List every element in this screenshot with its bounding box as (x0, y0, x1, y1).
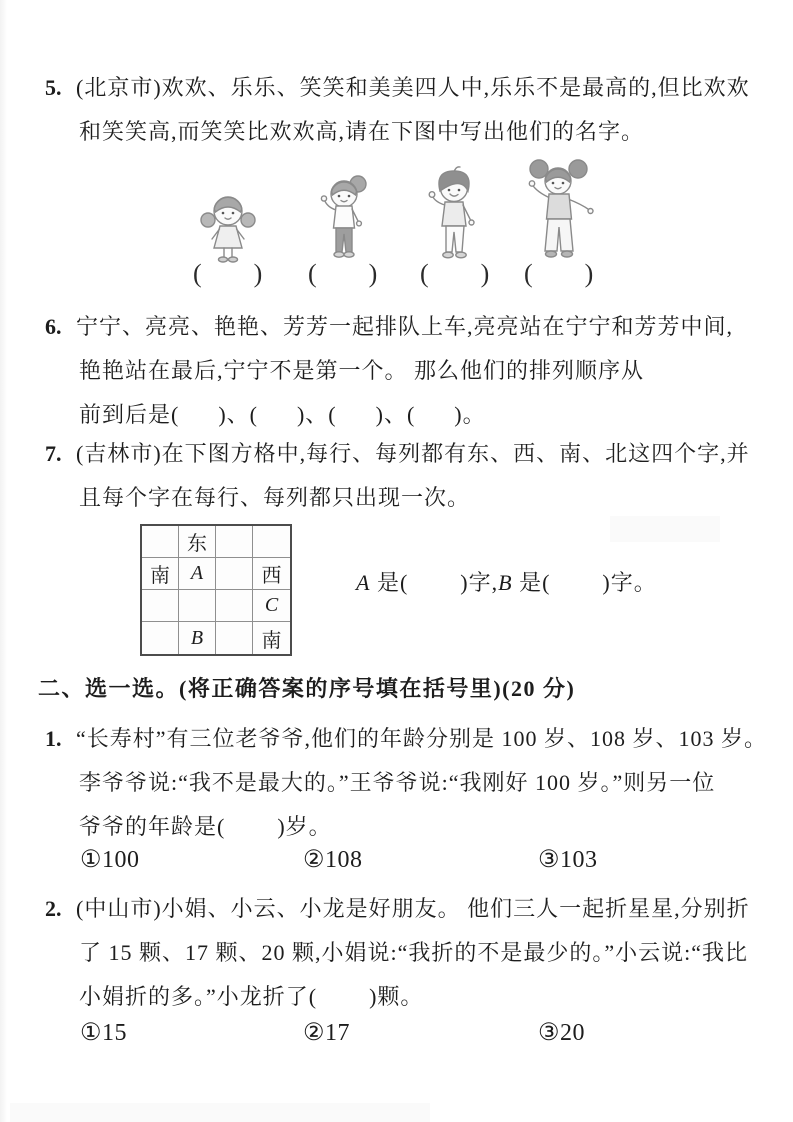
question-7-line-1 (45, 432, 771, 476)
q7-b-blank: 是( )字。 (512, 570, 657, 595)
s2q1-number: 1. (45, 726, 62, 751)
question-5-number: 5. (45, 75, 62, 100)
q7-answer-line (356, 566, 657, 600)
grid-cell: 南 (142, 558, 179, 590)
child-figure-1-shortest-girl (197, 184, 259, 266)
s2q1-line-1 (45, 717, 771, 761)
grid-cell-C: C (253, 590, 290, 622)
q5-answer-blank-2: ( ) (308, 259, 378, 288)
child-figure-2-girl (312, 171, 376, 266)
q7-b-label: B (498, 570, 513, 595)
question-7-text: (吉林市)在下图方格中,每行、每列都有东、西、南、北这四个字,并 (76, 441, 750, 466)
question-6-line-2: 艳艳站在最后,宁宁不是第一个。 那么他们的排列顺序从 (79, 358, 645, 383)
scan-artifact-bottom (10, 1103, 430, 1122)
question-7-number: 7. (45, 441, 62, 466)
question-6-number: 6. (45, 314, 62, 339)
section2-question-2 (45, 887, 771, 1019)
s2q2-number: 2. (45, 896, 62, 921)
s2q1-text: “长寿村”有三位老爷爷,他们的年龄分别是 100 岁、108 岁、103 岁。 (76, 726, 768, 751)
s2q2-option-2: ②17 (303, 1020, 351, 1046)
s2q2-option-1: ①15 (80, 1020, 128, 1046)
grid-cell-A: A (179, 558, 216, 590)
s2q2-text: (中山市)小娟、小云、小龙是好朋友。 他们三人一起折星星,分别折 (76, 896, 750, 921)
grid-cell: 西 (253, 558, 290, 590)
s2q2-line-3: 小娟折的多。”小龙折了( )颗。 (79, 984, 424, 1009)
s2q1-option-1: ①100 (80, 847, 140, 873)
scan-artifact-left-edge (0, 0, 7, 1122)
question-6-text: 宁宁、亮亮、艳艳、芳芳一起排队上车,亮亮站在宁宁和芳芳中间, (76, 314, 734, 339)
s2q1-options (45, 845, 771, 885)
grid-cell (253, 526, 290, 558)
grid-cell (216, 558, 253, 590)
s2q2-option-3: ③20 (538, 1020, 586, 1046)
s2q2-options (45, 1018, 771, 1058)
q7-direction-grid (140, 524, 292, 656)
question-5 (45, 66, 771, 154)
section-2-header: 二、选一选。(将正确答案的序号填在括号里)(20 分) (38, 676, 576, 701)
section2-question-1 (45, 717, 771, 849)
q7-a-label: A (356, 570, 371, 595)
s2q1-line-2: 李爷爷说:“我不是最大的。”王爷爷说:“我刚好 100 岁。”则另一位 (79, 770, 716, 795)
question-5-line-2: 和笑笑高,而笑笑比欢欢高,请在下图中写出他们的名字。 (79, 119, 645, 144)
grid-cell (216, 590, 253, 622)
q7-a-blank: 是( )字, (370, 570, 499, 595)
grid-cell (216, 622, 253, 654)
s2q1-option-2: ②108 (303, 847, 363, 873)
question-7 (45, 432, 771, 520)
question-7-line-2: 且每个字在每行、每列都只出现一次。 (79, 485, 471, 510)
child-figure-3-boy (421, 163, 487, 265)
q5-answer-blank-4: ( ) (524, 259, 594, 288)
grid-cell (142, 590, 179, 622)
question-6 (45, 305, 771, 437)
s2q2-line-2: 了 15 颗、17 颗、20 颗,小娟说:“我折的不是最少的。”小云说:“我比 (79, 940, 749, 965)
grid-cell-B: B (179, 622, 216, 654)
child-figure-4-tallest-girl (523, 158, 595, 265)
grid-cell: 东 (179, 526, 216, 558)
grid-cell (142, 622, 179, 654)
grid-cell (142, 526, 179, 558)
question-5-text: (北京市)欢欢、乐乐、笑笑和美美四人中,乐乐不是最高的,但比欢欢 (76, 75, 750, 100)
grid-cell (179, 590, 216, 622)
question-6-line-3: 前到后是( )、( )、( )、( )。 (79, 402, 486, 427)
q5-answer-blank-1: ( ) (193, 259, 263, 288)
question-5-line-1 (45, 66, 771, 110)
grid-cell: 南 (261, 629, 282, 652)
q5-answer-blank-3: ( ) (420, 259, 490, 288)
s2q1-line-3: 爷爷的年龄是( )岁。 (79, 814, 332, 839)
question-6-line-1 (45, 305, 771, 349)
s2q2-line-1 (45, 887, 771, 931)
s2q1-option-3: ③103 (538, 847, 598, 873)
grid-cell (216, 526, 253, 558)
